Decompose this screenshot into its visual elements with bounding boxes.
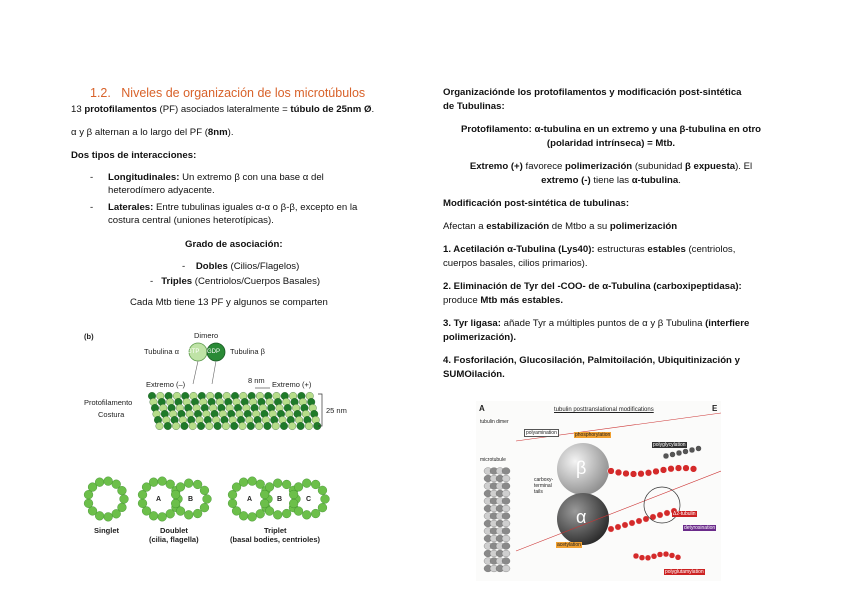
glycine-bead	[663, 453, 669, 459]
protofilament-def-line2: (polaridad intrínseca) = Mtb.	[546, 138, 676, 149]
ring-subunit	[138, 490, 147, 499]
glycine-bead	[683, 449, 689, 455]
glycine-bead	[670, 452, 676, 458]
ptm-figure	[476, 401, 721, 581]
chain-bead	[657, 512, 663, 518]
ring-subunit	[289, 490, 298, 499]
ring-subunit	[273, 510, 282, 519]
triplet-label: Triplet	[264, 526, 287, 535]
plus-end-line1: Extremo (+) favorece polimerización (subunidad β expuesta). El	[469, 161, 753, 172]
bullet-dash: -	[90, 202, 94, 213]
chain-bead	[668, 465, 675, 472]
chain-bead	[615, 524, 621, 530]
chain-bead	[660, 467, 667, 474]
ring-subunit	[294, 483, 303, 492]
ring-subunit	[176, 507, 185, 516]
eight-nm-label: 8 nm	[248, 376, 265, 385]
chain-bead	[629, 520, 635, 526]
chain-bead	[657, 551, 663, 557]
tubulin-alpha-label: Tubulina α	[144, 347, 179, 356]
chain-bead	[630, 471, 637, 478]
ring-subunit	[321, 495, 330, 504]
mt-stack-subunit	[502, 483, 510, 490]
ring-subunit	[120, 495, 129, 504]
glycine-bead	[689, 447, 695, 453]
chain-bead	[653, 468, 660, 475]
ring-subunit	[318, 486, 327, 495]
ring-subunit	[142, 507, 151, 516]
phosphorylation-tag: phosphorylation	[575, 432, 611, 438]
bullet-lateral-line1: Laterales: Entre tubulinas iguales α-α o β-β, excepto en la	[108, 202, 358, 213]
mt-stack-subunit	[502, 520, 510, 527]
ring-subunit	[228, 490, 237, 499]
polyamination-tag: polyamination	[526, 430, 557, 436]
chain-bead	[690, 465, 697, 472]
chain-bead	[608, 526, 614, 532]
bullet-dash: -	[90, 172, 94, 183]
mt-stack-subunit	[502, 475, 510, 482]
carboxy-tails-label: carboxy-terminal tails	[534, 477, 554, 495]
mt-stack-subunit	[502, 498, 510, 505]
line-protofilaments: 13 protofilamentos (PF) asociados lateralmente = túbulo de 25nm Ø.	[71, 104, 375, 115]
ring-subunit	[228, 499, 237, 508]
chain-bead	[651, 553, 657, 559]
ring-subunit	[95, 478, 104, 487]
ring-subunit	[158, 477, 167, 486]
mt-stack-subunit	[502, 565, 510, 572]
ring-subunit	[248, 477, 257, 486]
protofilament-def-line1: Protofilamento: α-tubulina en un extremo y una β-tubulina en otro	[460, 124, 762, 135]
tubulin-subunit	[272, 422, 280, 430]
tubulin-subunit	[297, 422, 305, 430]
mod-item1-line1: 1. Acetilación α-Tubulina (Lys40): estructuras estables (centriolos,	[443, 244, 736, 255]
ring-subunit	[84, 490, 93, 499]
tubulin-subunit	[264, 422, 272, 430]
mt-stack-subunit	[502, 543, 510, 550]
mod-item1-line2: cuerpos basales, cilios primarios).	[443, 258, 588, 269]
tubulin-subunit	[164, 422, 172, 430]
ring-subunit	[265, 483, 274, 492]
polyglycylation-tag: polyglycylation	[653, 442, 686, 448]
ring-subunit	[294, 507, 303, 516]
tubulin-subunit	[189, 422, 197, 430]
ring-subunit	[302, 510, 311, 519]
ring-subunit	[248, 512, 257, 521]
ring-subunit	[158, 512, 167, 521]
ring-subunit	[171, 490, 180, 499]
chain-bead	[608, 468, 615, 475]
chain-bead	[622, 522, 628, 528]
microtubule-label: microtubule	[480, 457, 506, 463]
mod-item3-line2: polimerización).	[443, 332, 517, 343]
bullet-longitudinal-line2: heterodímero adyacente.	[108, 185, 215, 196]
chain-bead	[645, 469, 652, 476]
seam-label: Costura	[98, 410, 125, 419]
ring-subunit	[138, 499, 147, 508]
chain-bead	[663, 551, 669, 557]
tubulin-subunit	[239, 422, 247, 430]
chain-bead	[623, 470, 630, 477]
tubulin-dimer-label: tubulin dimer	[480, 419, 509, 425]
plus-end-label: Extremo (+)	[272, 380, 312, 389]
mt-stack-subunit	[502, 528, 510, 535]
chain-bead	[675, 465, 682, 472]
assoc-doubles: - Dobles (Cilios/Flagelos)	[182, 261, 300, 272]
shared-pf-note: Cada Mtb tiene 13 PF y algunos se comparten	[130, 297, 328, 308]
doublet-a: A	[156, 496, 162, 503]
ring-subunit	[260, 490, 269, 499]
ring-subunit	[289, 499, 298, 508]
mt-stack-subunit	[502, 535, 510, 542]
acetylation-tag: acetylation	[557, 542, 581, 548]
glycine-bead	[696, 446, 702, 452]
tubulin-subunit	[172, 422, 180, 430]
ring-subunit	[171, 499, 180, 508]
bullet-lateral-line2: costura central (uniones heterotípicas).	[108, 215, 274, 226]
section-heading: 1.2. Niveles de organización de los microtúbulos	[90, 86, 366, 100]
chain-bead	[638, 470, 645, 477]
tubulin-beta-label: Tubulina β	[230, 347, 265, 356]
modifications-heading: Modificación post-sintética de tubulinas:	[443, 198, 630, 209]
chain-bead	[645, 555, 651, 561]
tubulin-subunit	[197, 422, 205, 430]
ring-subunit	[256, 509, 265, 518]
ring-subunit	[88, 507, 97, 516]
microtubule-figure	[80, 322, 352, 442]
plus-end-line2: extremo (-) tiene las α-tubulina.	[541, 175, 681, 186]
assoc-triples: - Triples (Centriolos/Cuerpos Basales)	[150, 276, 321, 287]
protofilament-label: Protofilamento	[84, 398, 133, 407]
diameter-label: 25 nm	[326, 406, 347, 415]
ring-subunit	[118, 486, 127, 495]
ring-subunit	[193, 480, 202, 489]
ring-subunit	[184, 510, 193, 519]
triplet-sub-label: (basal bodies, centrioles)	[230, 535, 321, 544]
ring-subunit	[282, 509, 291, 518]
chain-bead	[664, 510, 670, 516]
ring-subunit	[200, 486, 209, 495]
ring-subunit	[104, 477, 113, 486]
tubulin-subunit	[222, 422, 230, 430]
tubulin-subunit	[156, 422, 164, 430]
ring-subunit	[184, 479, 193, 488]
glycine-bead	[676, 450, 682, 456]
tubulin-subunit	[214, 422, 222, 430]
tubulin-subunit	[181, 422, 189, 430]
right-heading-line1: Organizaciónde los protofilamentos y modificación post-sintética	[443, 87, 742, 98]
mod-item4-line1: 4. Fosforilación, Glucosilación, Palmitoilación, Ubiquitinización y	[443, 355, 740, 366]
chain-bead	[639, 555, 645, 561]
dimer-label: Dimero	[194, 331, 219, 340]
mt-arrangement-figure	[80, 474, 352, 550]
mod-item3-line1: 3. Tyr ligasa: añade Tyr a múltiples puntos de α y β Tubulina (interfiere	[443, 318, 750, 329]
mt-stack-subunit	[502, 558, 510, 565]
ring-subunit	[318, 503, 327, 512]
mt-stack-subunit	[502, 468, 510, 475]
tubulin-subunit	[247, 422, 255, 430]
line-alternation: α y β alternan a lo largo del PF (8nm).	[71, 127, 234, 138]
chain-bead	[675, 554, 681, 560]
gdp-label: GDP	[207, 349, 221, 355]
tubulin-subunit	[255, 422, 263, 430]
chain-bead	[636, 518, 642, 524]
panel-label-e: E	[712, 404, 718, 413]
gtp-label: GTP	[187, 349, 200, 355]
chain-bead	[615, 469, 622, 476]
tubulin-subunit	[280, 422, 288, 430]
beta-symbol: β	[576, 458, 587, 478]
affect-line: Afectan a estabilización de Mtbo a su polimerización	[443, 221, 678, 232]
ring-subunit	[112, 509, 121, 518]
tubulin-subunit	[206, 422, 214, 430]
mod-item2-line2: produce Mtb más estables.	[443, 295, 563, 306]
ring-subunit	[311, 509, 320, 518]
ring-subunit	[302, 479, 311, 488]
mt-stack-subunit	[502, 505, 510, 512]
triplet-a: A	[247, 496, 253, 503]
ring-subunit	[203, 495, 212, 504]
ring-subunit	[311, 480, 320, 489]
ring-subunit	[84, 499, 93, 508]
doublet-label: Doublet	[160, 526, 188, 535]
ring-subunit	[232, 507, 241, 516]
minus-end-label: Extremo (–)	[146, 380, 186, 389]
panel-label-b: (b)	[84, 332, 94, 341]
right-heading-line2: de Tubulinas:	[443, 101, 505, 112]
interaction-types-heading: Dos tipos de interacciones:	[71, 150, 197, 161]
tubulin-subunit	[289, 422, 297, 430]
ring-subunit	[273, 479, 282, 488]
mt-stack-subunit	[502, 550, 510, 557]
mod-item2-line1: 2. Eliminación de Tyr del -COO- de α-Tubulina (carboxipeptidasa):	[443, 281, 742, 292]
ring-subunit	[104, 512, 113, 521]
ring-subunit	[200, 503, 209, 512]
ring-subunit	[176, 483, 185, 492]
doublet-sub-label: (cilia, flagella)	[149, 535, 199, 544]
chain-bead	[683, 465, 690, 472]
mt-stack-subunit	[502, 490, 510, 497]
triplet-b: B	[277, 496, 283, 503]
association-heading: Grado de asociación:	[185, 239, 283, 250]
bullet-longitudinal-line1: Longitudinales: Un extremo β con una base α del	[108, 172, 324, 183]
ring-subunit	[265, 507, 274, 516]
alpha-symbol: α	[576, 507, 587, 527]
panel-label-a: A	[479, 404, 485, 413]
ptm-drawing	[476, 401, 721, 581]
ring-subunit	[166, 509, 175, 518]
chain-bead	[633, 553, 639, 559]
ring-subunit	[193, 509, 202, 518]
tubulin-subunit	[305, 422, 313, 430]
ring-subunit	[149, 478, 158, 487]
chain-bead	[669, 552, 675, 558]
tubulin-subunit	[230, 422, 238, 430]
singlet-label: Singlet	[94, 526, 120, 535]
ptm-title: tubulin posttranslational modifications	[554, 407, 654, 413]
mt-stack-subunit	[502, 513, 510, 520]
polyglutamylation-tag: polyglutamylation	[665, 569, 704, 575]
triplet-c: C	[306, 496, 312, 503]
delta2-tag: Δ2-tubulin	[673, 511, 696, 517]
ring-subunit	[282, 480, 291, 489]
ring-subunit	[260, 499, 269, 508]
mod-item4-line2: SUMOilación.	[443, 369, 505, 380]
doublet-b: B	[188, 496, 194, 503]
detyrosination-tag: detyrosination	[684, 525, 716, 531]
ring-subunit	[239, 478, 248, 487]
